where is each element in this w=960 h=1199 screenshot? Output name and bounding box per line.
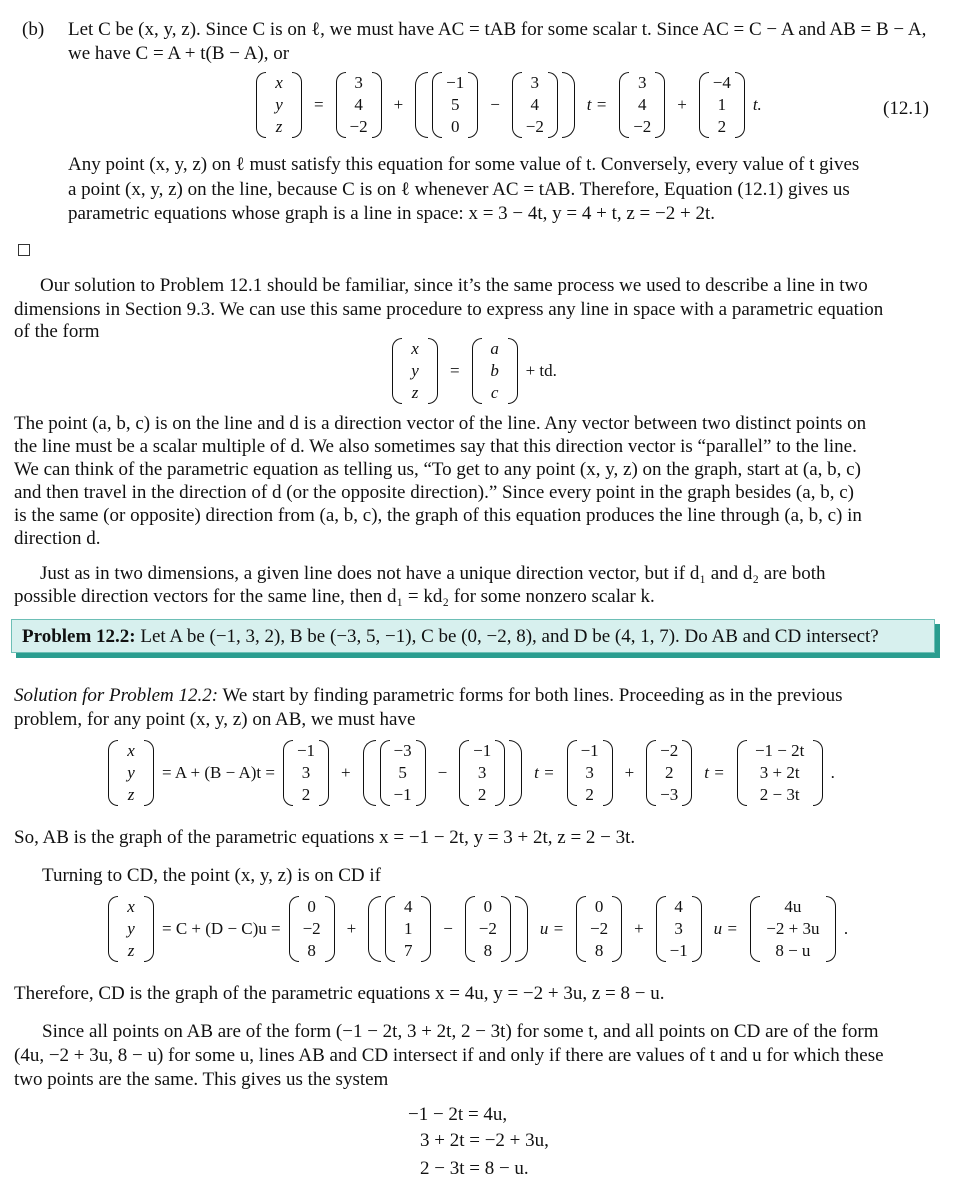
- final-para-1: (4u, −2 + 3u, 8 − u) for some u, lines AB and CD intersect if and only if there are values of t and u for which these: [14, 1045, 884, 1066]
- vector-a: 3 4 −2: [336, 72, 382, 138]
- vector-e: −4 1 2: [699, 72, 745, 138]
- problem-12-2-box: [11, 619, 935, 653]
- equation-12-1: x y z = 3 4 −2 + −1 5 0 − 3 4 −2 t = 3 4 −2 + −4 1 2 t.: [252, 72, 766, 138]
- direction-para-0: The point (a, b, c) is on the line and d is a direction vector of the line. Any vector between two distinct points on: [14, 413, 867, 434]
- final-para-0: Since all points on AB are of the form (−1 − 2t, 3 + 2t, 2 − 3t) for some t, and all points on CD are of the form: [42, 1021, 879, 1042]
- part-b-para-0: Any point (x, y, z) on ℓ must satisfy this equation for some value of t. Conversely, every value of t gives: [68, 154, 860, 175]
- direction-para-3: and then travel in the direction of d (or the opposite direction).” Since every point in the graph besides (a, b, c): [14, 482, 854, 503]
- qed-box: [18, 244, 30, 256]
- cd-equation: x y z = C + (D − C)u = 0 −2 8 + 4 1 7 − 0 −2 8 u = 0 −2 8 + 4 3 −1 u = 4u −2 + 3u 8 − u .: [104, 896, 852, 962]
- direction-para-5: direction d.: [14, 528, 101, 549]
- solution-label: Solution for Problem 12.2:: [14, 685, 219, 706]
- problem-label: Problem 12.2:: [22, 626, 136, 647]
- part-b-para-2: parametric equations whose graph is a line in space: x = 3 − 4t, y = 4 + t, z = −2 + 2t.: [68, 203, 715, 224]
- cd-result: Therefore, CD is the graph of the parametric equations x = 4u, y = −2 + 3u, z = 8 − u.: [14, 983, 665, 1004]
- direction-para2-1: possible direction vectors for the same line, then d₁ = kd₂ for some nonzero scalar k.: [14, 586, 655, 607]
- final-para-2: two points are the same. This gives us the system: [14, 1069, 389, 1090]
- general-para-0: Our solution to Problem 12.1 should be familiar, since it’s the same process we used to describe a line in two: [40, 275, 868, 296]
- part-b-line2: we have C = A + t(B − A), or: [68, 43, 290, 64]
- general-para-2: of the form: [14, 321, 100, 342]
- part-b-para-1: a point (x, y, z) on the line, because C is on ℓ whenever AC = tAB. Therefore, Equation (12.1) gives us: [68, 179, 850, 200]
- vector-c: 3 4 −2: [512, 72, 558, 138]
- direction-para-2: We can think of the parametric equation as telling us, “To get to any point (x, y, z) on the graph, start at (a, b, c): [14, 459, 861, 480]
- direction-para2-0: Just as in two dimensions, a given line does not have a unique direction vector, but if d₁ and d₂ are both: [40, 563, 826, 584]
- part-b-line1: Let C be (x, y, z). Since C is on ℓ, we must have AC = tAB for some scalar t. Since AC = C − A and AB = B − A,: [68, 19, 927, 40]
- direction-para-4: is the same (or opposite) direction from (a, b, c), the graph of this equation produces the line through (a, b, c) in: [14, 505, 862, 526]
- solution-intro-1: problem, for any point (x, y, z) on AB, we must have: [14, 709, 416, 730]
- cd-intro: Turning to CD, the point (x, y, z) is on CD if: [42, 865, 382, 886]
- vector-xyz: x y z: [256, 72, 302, 138]
- solution-intro-0: Solution for Problem 12.2: We start by finding parametric forms for both lines. Proceeding as in the previous: [14, 685, 843, 706]
- problem-text: Let A be (−1, 3, 2), B be (−3, 5, −1), C be (0, −2, 8), and D be (4, 1, 7). Do AB and CD intersect?: [140, 626, 879, 647]
- vector-b: −1 5 0: [432, 72, 478, 138]
- equation-tag: (12.1): [883, 98, 929, 119]
- ab-result: So, AB is the graph of the parametric equations x = −1 − 2t, y = 3 + 2t, z = 2 − 3t.: [14, 827, 636, 848]
- vector-d: 3 4 −2: [619, 72, 665, 138]
- part-b-label: (b): [22, 19, 45, 40]
- system-line-1: 3 + 2t = −2 + 3u,: [420, 1130, 549, 1151]
- general-equation: x y z = a b c + td.: [388, 338, 561, 404]
- general-para-1: dimensions in Section 9.3. We can use this same procedure to express any line in space with a parametric equation: [14, 299, 884, 320]
- system-line-0: −1 − 2t = 4u,: [408, 1104, 508, 1125]
- ab-equation: x y z = A + (B − A)t = −1 3 2 + −3 5 −1 − −1 3 2 t = −1 3 2 + −2 2 −3 t = −1 − 2t 3 + 2t 2 − 3t .: [104, 740, 839, 806]
- system-line-2: 2 − 3t = 8 − u.: [420, 1158, 529, 1179]
- direction-para-1: the line must be a scalar multiple of d. We also sometimes say that this direction vector is “parallel” to the line.: [14, 436, 857, 457]
